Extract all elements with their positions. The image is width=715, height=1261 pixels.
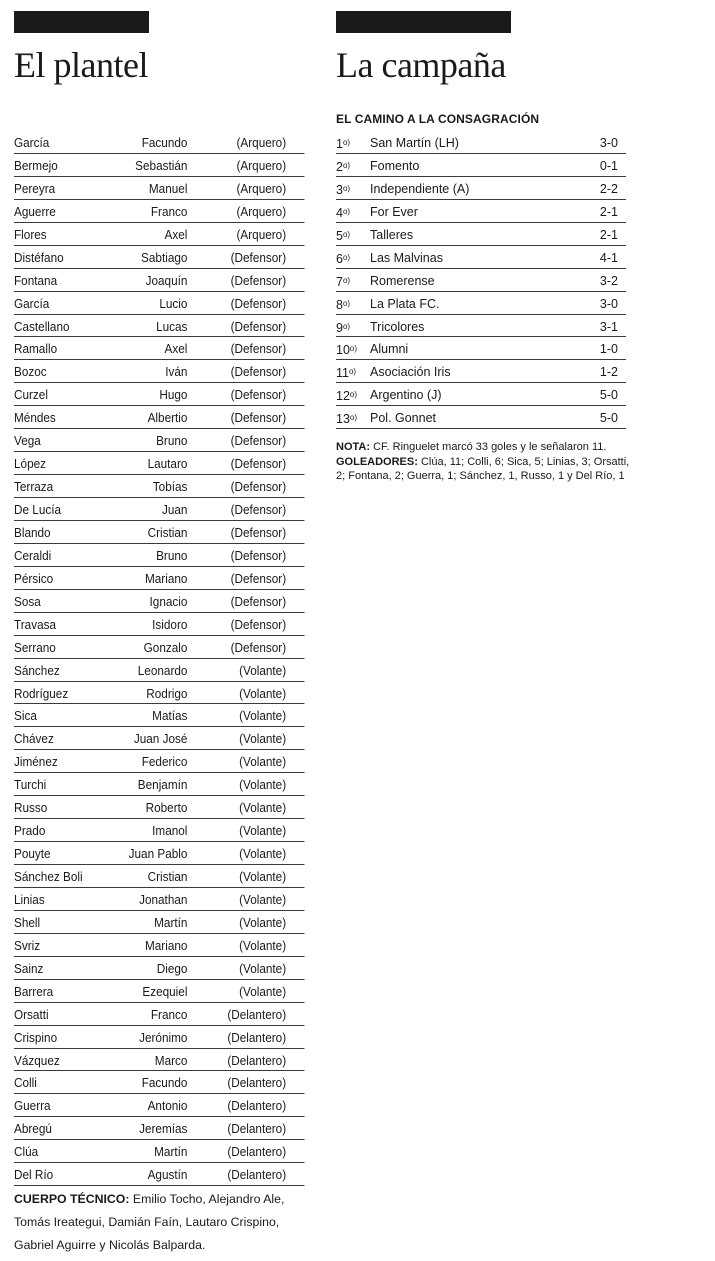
match-row [336, 383, 626, 406]
match-number [336, 270, 350, 293]
player-position: (Arquero) [236, 136, 287, 150]
player-last-name: Serrano [14, 640, 56, 655]
match-number-value: 12 [336, 389, 350, 404]
match-number-suffix: o) [342, 183, 351, 193]
player-first-name: Mariano [144, 938, 188, 953]
player-row [14, 773, 304, 796]
player-first-name: Lautaro [147, 457, 188, 472]
player-last-name: Turchi [14, 778, 47, 793]
roster-list [14, 131, 304, 1186]
player-last-name: Jiménez [14, 755, 58, 770]
notes-block [336, 440, 636, 484]
player-last-name: Blando [14, 525, 51, 540]
player-last-name: Méndes [14, 411, 56, 426]
plantel-heading: El plantel [14, 45, 148, 85]
player-last-name: Sánchez Boli [14, 870, 83, 884]
match-number-value: 3 [336, 182, 343, 197]
player-position: (Defensor) [230, 640, 287, 655]
match-row [336, 154, 626, 177]
player-first-name: Joaquín [145, 273, 188, 288]
player-last-name: Abregú [14, 1122, 52, 1137]
match-row [336, 269, 626, 292]
player-last-name: Fontana [14, 273, 58, 288]
match-number-suffix: o) [349, 413, 358, 423]
player-first-name: Juan Pablo [128, 847, 188, 862]
player-last-name: Rodríguez [14, 686, 69, 701]
player-last-name: Ramallo [14, 342, 58, 357]
player-row [14, 567, 304, 590]
player-last-name: De Lucía [14, 503, 62, 517]
player-first-name: Facundo [141, 1076, 188, 1091]
match-rival: Pol. Gonnet [370, 411, 437, 426]
match-score: 2-1 [599, 204, 618, 219]
player-last-name: Vega [14, 434, 41, 449]
match-number-suffix: o) [349, 344, 358, 354]
player-row [14, 1117, 304, 1140]
player-first-name: Roberto [145, 801, 188, 816]
match-row [336, 337, 626, 360]
player-row [14, 636, 304, 659]
match-row [336, 360, 626, 383]
match-score: 3-1 [599, 319, 618, 334]
player-last-name: Vázquez [14, 1053, 60, 1068]
match-number [336, 201, 350, 224]
player-row [14, 819, 304, 842]
player-last-name: Orsatti [14, 1007, 49, 1022]
match-number-suffix: o) [342, 298, 351, 308]
player-first-name: Cristian [147, 525, 188, 540]
player-first-name: Axel [164, 227, 188, 242]
match-number [336, 178, 350, 201]
match-number-suffix: o) [342, 252, 351, 262]
player-position: (Volante) [239, 824, 287, 839]
player-last-name: Ceraldi [14, 548, 52, 563]
player-position: (Defensor) [230, 571, 287, 586]
match-score: 3-2 [599, 273, 618, 288]
player-row [14, 750, 304, 773]
player-first-name: Martín [154, 915, 188, 930]
player-first-name: Rodrigo [146, 686, 188, 701]
match-row [336, 177, 626, 200]
player-row [14, 498, 304, 521]
player-position: (Delantero) [227, 1099, 287, 1114]
staff-label: CUERPO TÉCNICO: [14, 1192, 130, 1206]
match-rival: For Ever [370, 204, 418, 219]
player-row [14, 1140, 304, 1163]
player-row [14, 360, 304, 383]
match-score: 3-0 [599, 136, 618, 150]
player-first-name: Facundo [141, 136, 188, 150]
player-first-name: Jonathan [139, 892, 188, 907]
match-number-suffix: o) [348, 367, 357, 377]
player-last-name: Bermejo [14, 158, 58, 173]
player-last-name: Pereyra [14, 181, 56, 196]
player-first-name: Franco [150, 1007, 188, 1022]
right-header-bar [336, 11, 511, 33]
player-position: (Defensor) [230, 296, 287, 311]
player-row [14, 1094, 304, 1117]
player-last-name: Distéfano [14, 250, 64, 265]
player-last-name: Bozoc [14, 365, 47, 380]
player-last-name: Del Río [14, 1168, 54, 1183]
match-number-suffix: o) [342, 138, 351, 147]
player-last-name: Prado [14, 824, 46, 839]
player-row [14, 704, 304, 727]
player-row [14, 1049, 304, 1072]
player-position: (Volante) [239, 892, 287, 907]
match-number-value: 9 [336, 320, 343, 335]
player-position: (Volante) [239, 938, 287, 953]
player-first-name: Antonio [147, 1099, 188, 1114]
player-position: (Defensor) [230, 548, 287, 563]
player-last-name: Castellano [14, 319, 70, 334]
match-rival: La Plata FC. [370, 296, 440, 311]
player-position: (Volante) [239, 686, 287, 701]
player-first-name: Juan [161, 503, 188, 517]
player-row [14, 727, 304, 750]
player-row [14, 429, 304, 452]
player-position: (Defensor) [230, 250, 287, 265]
match-number-value: 13 [336, 412, 350, 427]
player-last-name: Svriz [14, 938, 41, 953]
player-position: (Defensor) [230, 617, 287, 632]
player-first-name: Gonzalo [143, 640, 188, 655]
player-row [14, 154, 304, 177]
player-last-name: Sainz [14, 961, 44, 976]
player-last-name: García [14, 296, 50, 311]
player-last-name: Chávez [14, 732, 54, 747]
player-position: (Defensor) [230, 342, 287, 357]
match-number [336, 361, 356, 384]
player-row [14, 1163, 304, 1186]
scorers-label: GOLEADORES: [336, 455, 418, 468]
player-first-name: Lucio [159, 296, 188, 311]
player-position: (Delantero) [227, 1030, 287, 1045]
match-number-suffix: o) [342, 321, 351, 331]
player-row [14, 842, 304, 865]
match-score: 1-0 [599, 342, 618, 357]
player-position: (Volante) [239, 663, 287, 678]
player-row [14, 659, 304, 682]
match-row [336, 406, 626, 429]
match-score: 4-1 [599, 250, 618, 265]
scorers-text: Clúa, 11; Colli, 6; Sica, 5; Linias, 3; Orsatti, 2; Fontana, 2; Guerra, 1; Sánchez, 1, Russo, 1 y Del Río, 1 [336, 455, 630, 482]
player-first-name: Diego [156, 961, 188, 976]
player-position: (Defensor) [230, 388, 287, 403]
player-first-name: Albertio [147, 411, 188, 426]
player-position: (Volante) [239, 847, 287, 862]
player-row [14, 590, 304, 613]
match-number-suffix: o) [342, 160, 351, 170]
match-rival: Tricolores [370, 319, 425, 334]
match-score: 5-0 [599, 411, 618, 426]
match-number-value: 11 [336, 366, 349, 381]
player-first-name: Jerónimo [139, 1030, 188, 1045]
player-last-name: García [14, 136, 50, 150]
player-row [14, 292, 304, 315]
player-row [14, 246, 304, 269]
match-rival: Las Malvinas [370, 250, 443, 265]
player-position: (Volante) [239, 778, 287, 793]
player-first-name: Manuel [148, 181, 188, 196]
player-position: (Volante) [239, 961, 287, 976]
player-last-name: Pouyte [14, 847, 51, 862]
match-row [336, 292, 626, 315]
player-position: (Defensor) [230, 503, 287, 517]
match-row [336, 200, 626, 223]
player-first-name: Ezequiel [142, 984, 188, 999]
player-last-name: Linias [14, 892, 45, 907]
player-first-name: Axel [164, 342, 188, 357]
player-position: (Defensor) [230, 273, 287, 288]
match-number [336, 338, 357, 361]
match-number [336, 384, 357, 407]
match-number-suffix: o) [342, 206, 351, 216]
player-position: (Arquero) [236, 181, 287, 196]
player-row [14, 131, 304, 154]
player-position: (Arquero) [236, 204, 287, 219]
player-row [14, 613, 304, 636]
player-first-name: Jeremías [139, 1122, 188, 1137]
match-score: 2-1 [599, 227, 618, 242]
match-score: 2-2 [599, 181, 618, 196]
player-row [14, 544, 304, 567]
match-rival: Argentino (J) [370, 388, 442, 403]
match-rival: Asociación Iris [370, 365, 451, 380]
player-row [14, 980, 304, 1003]
note-line [336, 440, 636, 455]
player-first-name: Juan José [133, 732, 188, 747]
player-row [14, 934, 304, 957]
player-first-name: Hugo [159, 388, 188, 403]
match-rival: Talleres [370, 227, 414, 242]
match-row [336, 315, 626, 338]
player-row [14, 337, 304, 360]
match-number-value: 7 [336, 274, 343, 289]
player-last-name: Clúa [14, 1145, 39, 1160]
matches-list [336, 131, 626, 429]
match-number-value: 4 [336, 205, 343, 220]
match-row [336, 131, 626, 154]
player-last-name: Sánchez [14, 663, 60, 678]
player-row [14, 177, 304, 200]
player-row [14, 1071, 304, 1094]
player-position: (Defensor) [230, 480, 287, 495]
player-row [14, 888, 304, 911]
player-row [14, 1026, 304, 1049]
player-row [14, 865, 304, 888]
coaching-staff [14, 1188, 304, 1258]
match-score: 5-0 [599, 388, 618, 403]
player-first-name: Agustín [147, 1168, 188, 1183]
match-row [336, 223, 626, 246]
match-number-value: 2 [336, 159, 343, 174]
match-rival: Alumni [370, 342, 409, 357]
player-position: (Delantero) [227, 1053, 287, 1068]
player-row [14, 682, 304, 705]
match-number [336, 407, 357, 430]
match-score: 1-2 [599, 365, 618, 380]
match-row [336, 246, 626, 269]
player-position: (Defensor) [230, 594, 287, 609]
player-last-name: Russo [14, 801, 48, 816]
player-position: (Volante) [239, 709, 287, 724]
player-row [14, 452, 304, 475]
left-header-bar [14, 11, 149, 33]
player-position: (Defensor) [230, 411, 287, 426]
player-last-name: Crispino [14, 1030, 58, 1045]
player-position: (Defensor) [230, 365, 287, 380]
match-number [336, 293, 350, 316]
player-last-name: López [14, 457, 47, 472]
player-last-name: Aguerre [14, 204, 56, 219]
match-score: 3-0 [599, 296, 618, 311]
match-number-suffix: o) [342, 229, 351, 239]
player-position: (Volante) [239, 732, 287, 747]
player-first-name: Sabtiago [141, 250, 188, 265]
match-number-suffix: o) [349, 390, 358, 400]
player-position: (Volante) [239, 915, 287, 930]
match-number-value: 8 [336, 297, 343, 312]
match-number-value: 5 [336, 228, 343, 243]
player-first-name: Imanol [152, 824, 188, 839]
player-row [14, 269, 304, 292]
player-position: (Arquero) [236, 227, 287, 242]
player-first-name: Federico [141, 755, 188, 770]
player-last-name: Shell [14, 915, 41, 930]
match-number-value: 1 [336, 137, 343, 151]
player-row [14, 957, 304, 980]
match-number-suffix: o) [342, 275, 351, 285]
match-number [336, 224, 350, 247]
player-position: (Arquero) [236, 158, 287, 173]
player-first-name: Marco [154, 1053, 188, 1068]
player-first-name: Franco [150, 204, 188, 219]
player-first-name: Matías [152, 709, 188, 724]
staff-text: Emilio Tocho, Alejandro Ale, Tomás Ireategui, Damián Faín, Lautaro Crispino, Gabriel Aguirre y Nicolás Balparda. [14, 1192, 285, 1253]
player-first-name: Mariano [144, 571, 188, 586]
player-first-name: Lucas [156, 319, 188, 334]
player-position: (Volante) [239, 755, 287, 770]
player-row [14, 475, 304, 498]
player-row [14, 315, 304, 338]
player-last-name: Flores [14, 227, 47, 242]
campaign-subtitle: EL CAMINO A LA CONSAGRACIÓN [336, 112, 540, 126]
match-rival: Fomento [370, 158, 420, 173]
match-number [336, 132, 350, 155]
player-row [14, 406, 304, 429]
player-first-name: Bruno [156, 434, 188, 449]
player-last-name: Colli [14, 1076, 37, 1091]
campana-heading: La campaña [336, 45, 506, 85]
scorers-line [336, 455, 636, 484]
player-last-name: Pérsico [14, 571, 54, 586]
note-text: CF. Ringuelet marcó 33 goles y le señalaron 11. [370, 441, 607, 453]
player-position: (Volante) [239, 984, 287, 999]
player-row [14, 521, 304, 544]
player-position: (Delantero) [227, 1145, 287, 1160]
player-first-name: Leonardo [137, 663, 188, 678]
player-first-name: Martín [154, 1145, 188, 1160]
match-rival: Independiente (A) [370, 181, 470, 196]
player-last-name: Sosa [14, 594, 41, 609]
player-first-name: Benjamín [137, 778, 188, 793]
match-number [336, 247, 350, 270]
player-first-name: Isidoro [152, 617, 188, 632]
player-row [14, 223, 304, 246]
player-row [14, 1003, 304, 1026]
match-number [336, 316, 350, 339]
player-first-name: Tobías [152, 480, 188, 495]
player-last-name: Guerra [14, 1099, 51, 1114]
player-position: (Volante) [239, 801, 287, 816]
match-number-value: 6 [336, 251, 343, 266]
player-position: (Delantero) [227, 1122, 287, 1137]
match-rival: San Martín (LH) [370, 136, 459, 150]
player-first-name: Ignacio [149, 594, 188, 609]
player-position: (Defensor) [230, 525, 287, 540]
player-last-name: Barrera [14, 984, 54, 999]
player-row [14, 911, 304, 934]
player-position: (Delantero) [227, 1007, 287, 1022]
note-label: NOTA: [336, 441, 371, 453]
player-position: (Defensor) [230, 434, 287, 449]
player-first-name: Sebastián [135, 158, 188, 173]
player-last-name: Travasa [14, 617, 57, 632]
player-row [14, 383, 304, 406]
match-number [336, 155, 350, 178]
player-position: (Defensor) [230, 457, 287, 472]
player-position: (Delantero) [227, 1076, 287, 1091]
match-number-value: 10 [336, 343, 350, 358]
player-last-name: Sica [14, 709, 37, 724]
player-position: (Defensor) [230, 319, 287, 334]
player-first-name: Iván [165, 365, 188, 380]
player-first-name: Bruno [156, 548, 188, 563]
match-rival: Romerense [370, 273, 435, 288]
match-score: 0-1 [599, 158, 618, 173]
player-row [14, 200, 304, 223]
player-last-name: Curzel [14, 388, 48, 403]
player-position: (Volante) [239, 870, 287, 884]
player-row [14, 796, 304, 819]
player-last-name: Terraza [14, 480, 54, 495]
player-first-name: Cristian [147, 870, 188, 884]
player-position: (Delantero) [227, 1168, 287, 1183]
